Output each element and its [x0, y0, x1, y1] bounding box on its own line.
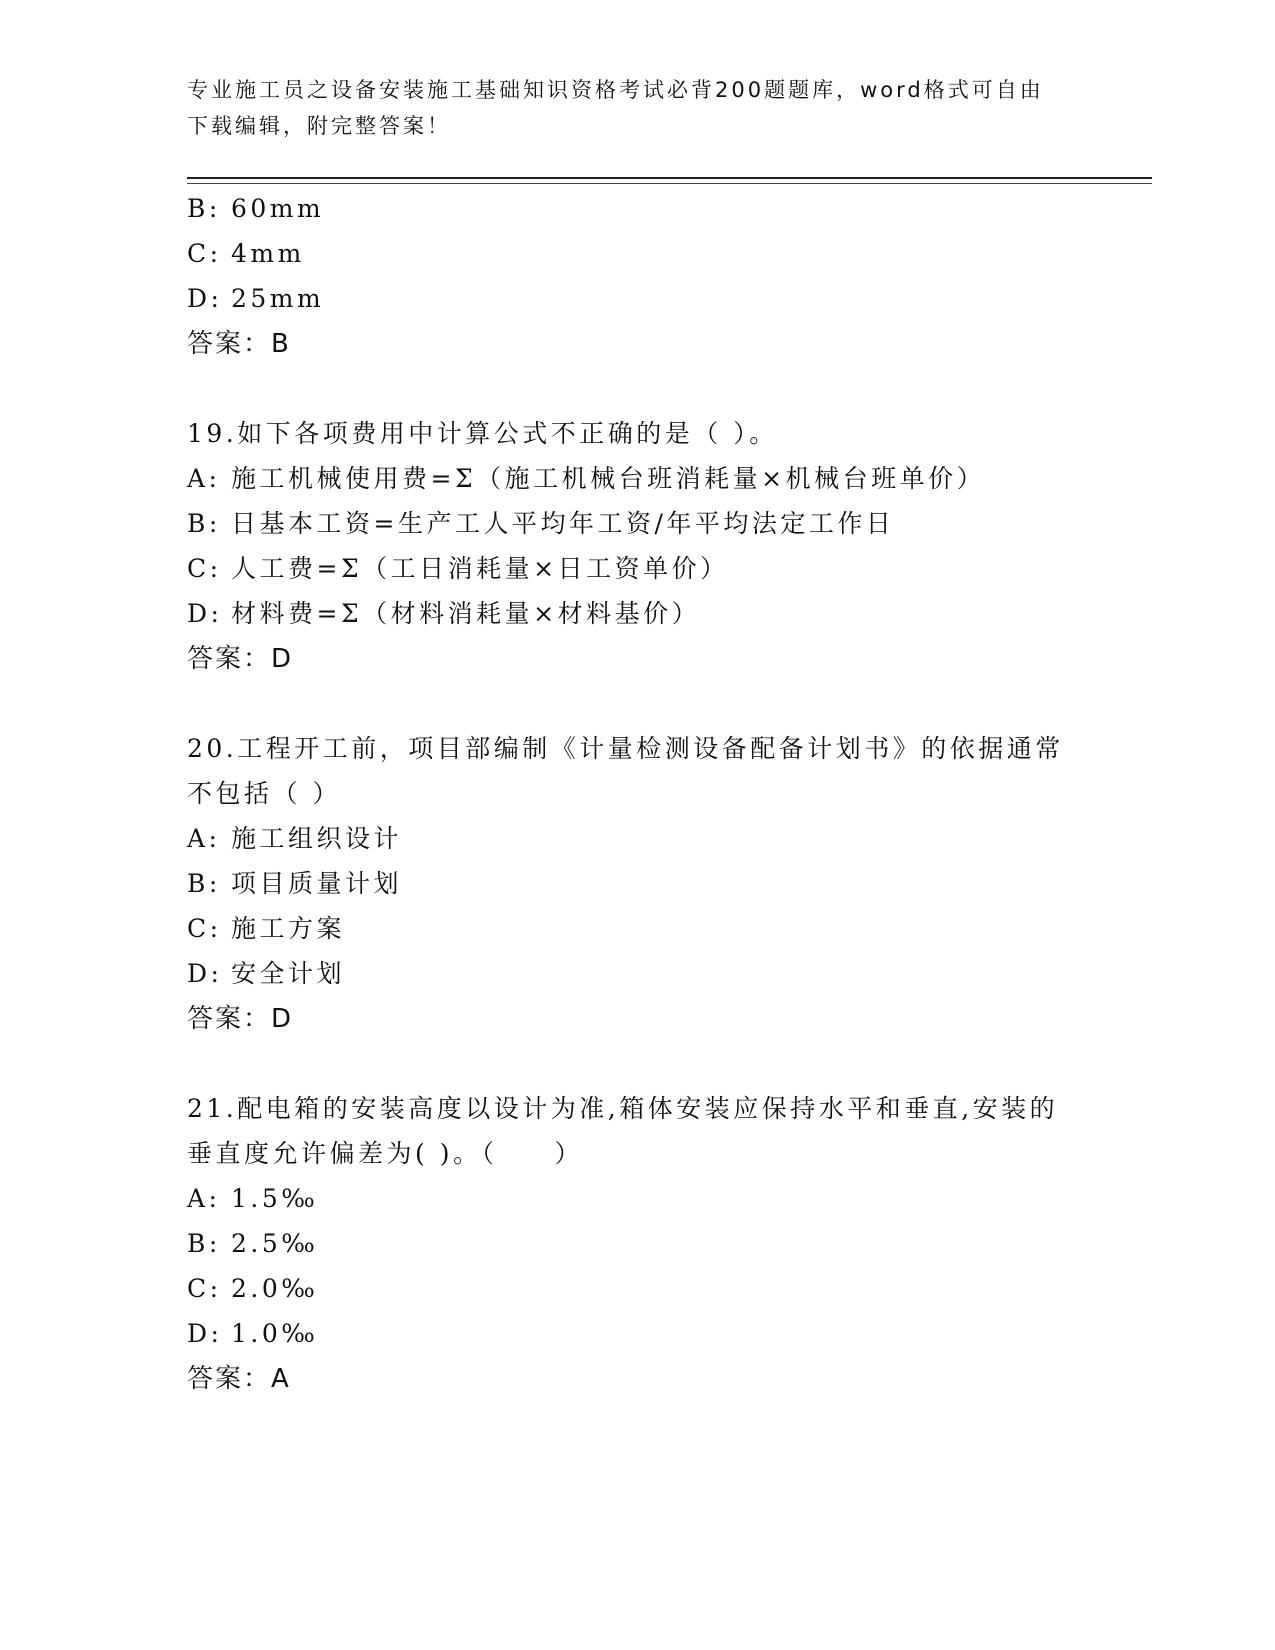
option-text: 项目质量计划: [231, 869, 403, 898]
answer-line: 答案：D: [187, 644, 294, 674]
document-header: 专业施工员之设备安装施工基础知识资格考试必背200题题库，word格式可自由下载编辑，附完整答案！: [187, 78, 1044, 138]
answer-line: 答案：A: [187, 1364, 291, 1394]
option-label: C:: [187, 914, 222, 943]
option-text: 日基本工资=生产工人平均年工资/年平均法定工作日: [231, 509, 895, 538]
option-label: D:: [187, 959, 223, 988]
option-label: D:: [187, 284, 223, 313]
option-text: 2.0‰: [231, 1274, 319, 1303]
option-line: [187, 823, 402, 855]
option-text: 2.5‰: [231, 1229, 319, 1258]
option-text: 4mm: [231, 239, 305, 268]
option-text: 60mm: [231, 194, 325, 223]
option-label: B:: [187, 194, 221, 223]
option-label: D:: [187, 599, 223, 628]
option-text: 施工机械使用费=Σ（施工机械台班消耗量×机械台班单价）: [231, 464, 986, 493]
option-line: [187, 913, 345, 945]
option-text: 1.5‰: [231, 1184, 319, 1213]
option-label: C:: [187, 554, 222, 583]
option-line: [187, 958, 345, 990]
option-line: [187, 283, 324, 315]
option-line: [187, 193, 324, 225]
option-label: A:: [187, 824, 221, 853]
option-line: [187, 598, 700, 630]
option-label: B:: [187, 1229, 221, 1258]
option-label: B:: [187, 869, 221, 898]
option-text: 安全计划: [231, 959, 346, 988]
option-line: [187, 463, 985, 495]
question-text: 20.工程开工前，项目部编制《计量检测设备配备计划书》的依据通常: [187, 734, 1064, 763]
header-rule-thin: [187, 183, 1152, 184]
option-line: [187, 1273, 318, 1305]
option-label: A:: [187, 464, 221, 493]
question-text: 21.配电箱的安装高度以设计为准,箱体安装应保持水平和垂直,安装的: [187, 1094, 1059, 1123]
option-text: 材料费=Σ（材料消耗量×材料基价）: [231, 599, 701, 628]
option-label: C:: [187, 239, 222, 268]
answer-line: 答案：D: [187, 1004, 294, 1034]
answer-line: 答案：B: [187, 329, 291, 359]
option-text: 施工组织设计: [231, 824, 403, 853]
option-label: D:: [187, 1319, 223, 1348]
question-text: 19.如下各项费用中计算公式不正确的是（ ）。: [187, 419, 778, 448]
option-line: [187, 868, 402, 900]
question-text-continued: 垂直度允许偏差为( )。（ ）: [187, 1139, 583, 1168]
option-line: [187, 508, 894, 540]
option-label: C:: [187, 1274, 222, 1303]
option-line: [187, 1318, 318, 1350]
option-text: 施工方案: [231, 914, 346, 943]
option-line: [187, 238, 305, 270]
option-text: 1.0‰: [231, 1319, 319, 1348]
option-label: A:: [187, 1184, 221, 1213]
header-rule-thick: [187, 177, 1152, 179]
option-text: 人工费=Σ（工日消耗量×日工资单价）: [231, 554, 729, 583]
option-line: [187, 1228, 318, 1260]
option-text: 25mm: [231, 284, 325, 313]
question-text-continued: 不包括（ ）: [187, 779, 341, 808]
option-line: [187, 1183, 318, 1215]
option-label: B:: [187, 509, 221, 538]
option-line: [187, 553, 729, 585]
